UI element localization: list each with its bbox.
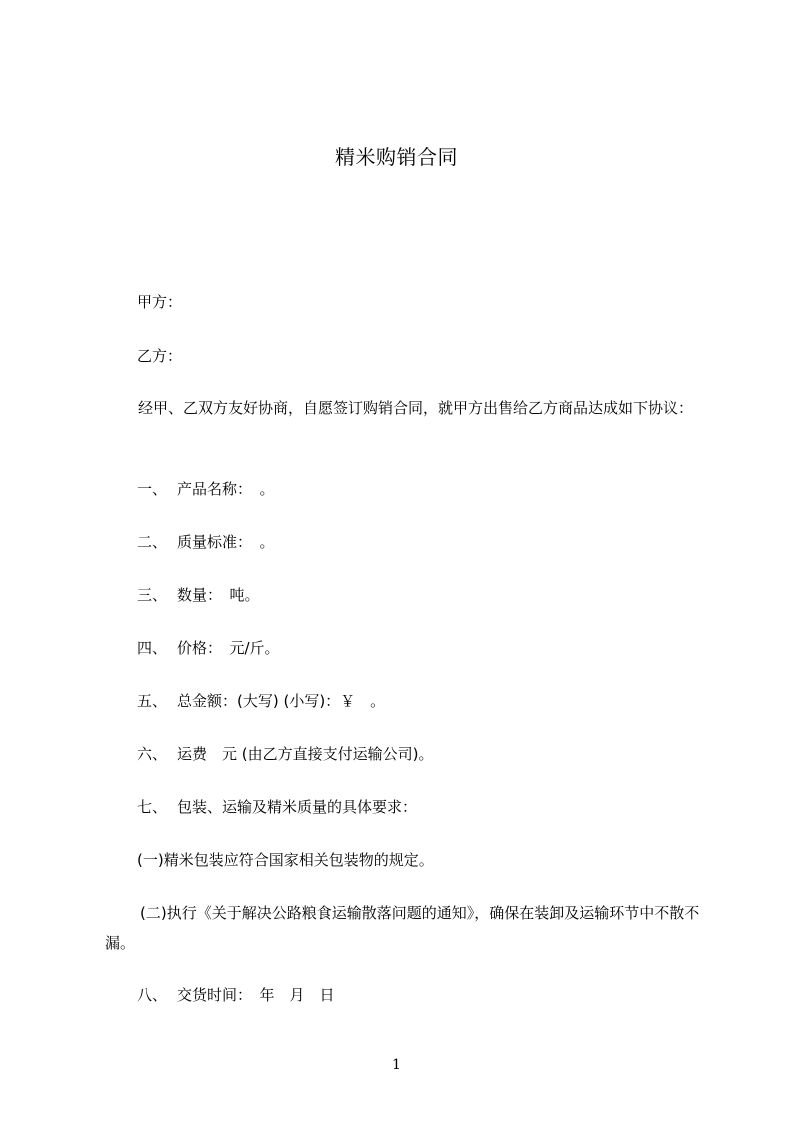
clause-text: 数量： 吨。 (177, 586, 260, 604)
sub-clause-2: (二)执行《关于解决公路粮食运输散落问题的通知》，确保在装卸及运输环节中不散不漏。 (105, 904, 700, 952)
clause-7 (137, 797, 417, 817)
clause-8 (137, 985, 335, 1005)
clause-number: 一、 (137, 480, 168, 498)
clause-text: 价格： 元/斤。 (177, 639, 280, 657)
clause-1 (137, 479, 275, 499)
clause-text: 包装、运输及精米质量的具体要求： (177, 798, 418, 816)
document-title: 精米购销合同 (335, 145, 458, 169)
clause-number: 三、 (137, 586, 168, 604)
clause-6 (137, 744, 433, 764)
party-b-label: 乙方： (137, 347, 183, 365)
clause-text: 质量标准： 。 (177, 533, 275, 551)
sub-clause-1: (一)精米包装应符合国家相关包装物的规定。 (137, 851, 434, 869)
clause-text: 产品名称： 。 (177, 480, 275, 498)
clause-number: 五、 (137, 692, 168, 710)
clause-number: 六、 (137, 745, 168, 763)
page-number: 1 (392, 1057, 401, 1073)
clause-text: 交货时间： 年 月 日 (177, 986, 335, 1004)
clause-text: 总金额：(大写) (小写)：￥ 。 (177, 692, 386, 710)
clause-number: 七、 (137, 798, 168, 816)
intro-paragraph: 经甲、乙双方友好协商，自愿签订购销合同，就甲方出售给乙方商品达成如下协议： (138, 399, 694, 417)
clause-5 (137, 691, 385, 711)
party-a-label: 甲方： (137, 293, 183, 311)
clause-number: 四、 (137, 639, 168, 657)
clause-4 (137, 638, 280, 658)
clause-text: 运费 元 (由乙方直接支付运输公司)。 (177, 745, 434, 763)
clause-number: 二、 (137, 533, 168, 551)
clause-number: 八、 (137, 986, 168, 1004)
clause-3 (137, 585, 260, 605)
clause-2 (137, 532, 275, 552)
